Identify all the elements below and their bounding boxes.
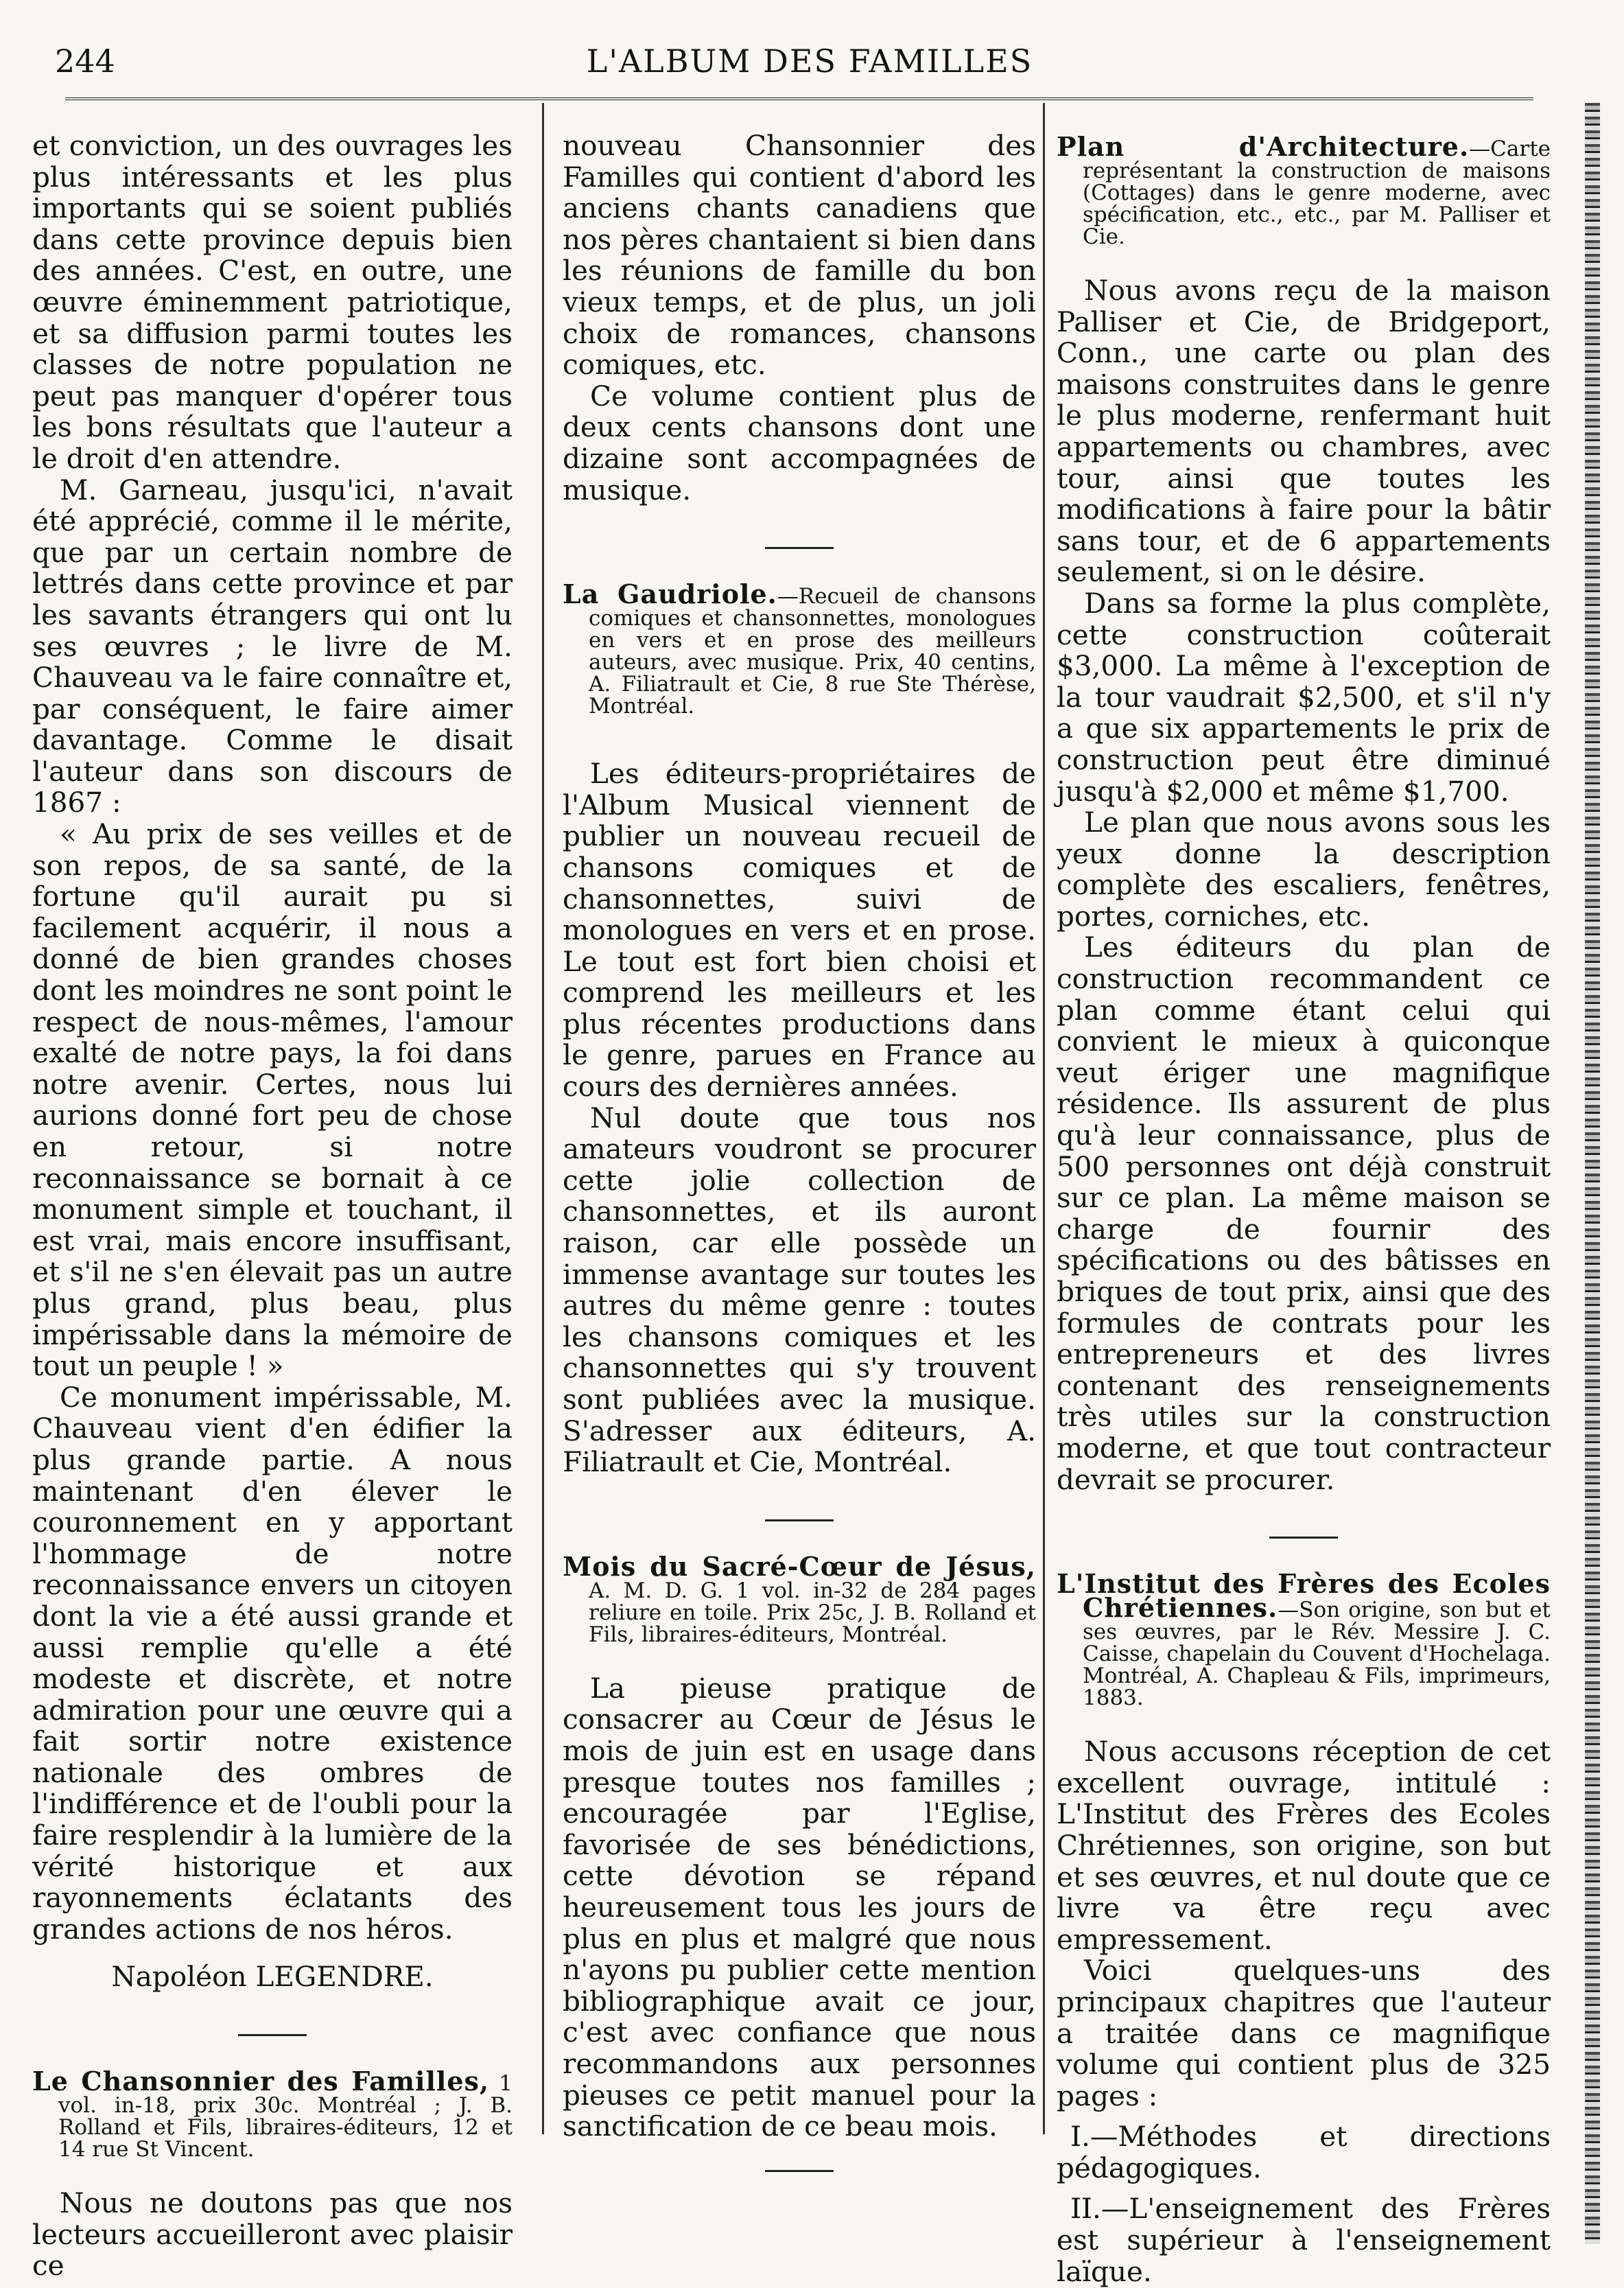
column-1	[32, 130, 513, 2282]
column-2	[563, 130, 1036, 2199]
book-notice	[32, 2066, 513, 2162]
paragraph: Nul doute que tous nos amateurs voudront se procurer cette jolie collection de chansonnettes, et ils auront raison, car elle possède un immense avantage sur toutes les autres du même genre : toutes les chansons comiques et les chansonnettes qui s'y trouvent sont publiées avec la musique. S'adresser aux éditeurs, A. Filiatrault et Cie, Montréal.	[563, 1101, 1036, 1479]
paragraph: Nous avons reçu de la maison Palliser et Cie, de Bridgeport, Conn., une carte ou plan des maisons construites dans le genre le plus moderne, renfermant huit appartements ou chambres, avec tour, ainsi que toutes les modifications à faire pour la bâtir sans tour, et de 6 appartements seulement, si on le désire.	[1057, 274, 1551, 589]
column-divider	[542, 103, 544, 2134]
notice-title: Le Chansonnier des Familles,	[32, 2066, 490, 2097]
paragraph: Ce volume contient plus de deux cents chansons dont une dizaine sont accompagnées de musique.	[563, 379, 1036, 506]
book-notice	[563, 1550, 1036, 1647]
notice-title: Plan d'Architecture.	[1057, 131, 1470, 162]
journal-title: L'ALBUM DES FAMILLES	[586, 43, 1033, 80]
paragraph: M. Garneau, jusqu'ici, n'avait été apprécié, comme il le mérite, que par un certain nombre de lettrés dans cette province et par les savants étrangers qui ont lu ses œuvres ; le livre de M. Chauveau va le faire connaître et, par conséquent, le faire aimer davantage. Comme le disait l'auteur dans son discours de 1867 :	[32, 473, 513, 819]
column-divider	[1043, 103, 1045, 2134]
book-notice	[1057, 131, 1551, 249]
column-3	[1057, 130, 1551, 2287]
notice-details: A. M. D. G. 1 vol. in-32 de 284 pages reliure en toile. Prix 25c, J. B. Rolland et Fils, libraires-éditeurs, Montréal.	[589, 1578, 1036, 1647]
chapter-list-item: I.—Méthodes et directions pédagogiques.	[1057, 2120, 1551, 2184]
book-notice	[563, 579, 1036, 719]
page-header	[55, 43, 1564, 91]
section-separator	[238, 2034, 307, 2036]
notice-title: La Gaudriole.	[563, 579, 777, 610]
notice-details: —Carte représentant la construction de maisons (Cottages) dans le genre moderne, avec spécification, etc., etc., par M. Palliser et Cie.	[1083, 137, 1551, 249]
paragraph: et conviction, un des ouvrages les plus intéressants et les plus importants qui se soient publiés dans cette province depuis bien des années. C'est, en outre, une œuvre éminemment patriotique, et sa diffusion parmi toutes les classes de notre population ne peut pas manquer d'opérer tous les bons résultats que l'auteur a le droit d'en attendre.	[32, 129, 513, 475]
section-separator	[765, 2170, 834, 2172]
paragraph: Dans sa forme la plus complète, cette construction coûterait $3,000. La même à l'exception de la tour vaudrait $2,500, et s'il n'y a que six appartements le prix de construction peut être diminué jusqu'à $2,000 et même $1,700.	[1057, 586, 1551, 808]
paragraph: Les éditeurs du plan de construction recommandent ce plan comme étant celui qui convient le mieux à quiconque veut ériger une magnifique résidence. Ils assurent de plus qu'à leur connaissance, plus de 500 personnes ont déjà construit sur ce plan. La même maison se charge de fournir des spécifications ou des bâtisses en briques de tout prix, ainsi que des formules de contrats pour les entrepreneurs et des livres contenant des renseignements très utiles sur la construction moderne, et que tout contracteur devrait se procurer.	[1057, 931, 1551, 1496]
notice-details: —Son origine, son but et ses œuvres, par le Rév. Messire J. C. Caisse, chapelain du Couvent d'Hochelaga. Montréal, A. Chapleau & Fils, imprimeurs, 1883.	[1083, 1598, 1551, 1711]
header-rule	[65, 97, 1533, 100]
section-separator	[765, 1519, 834, 1521]
notice-title: Mois du Sacré-Cœur de Jésus,	[563, 1550, 1036, 1582]
author-signature: Napoléon LEGENDRE.	[111, 1960, 434, 1994]
quotation: « Au prix de ses veilles et de son repos, de sa santé, de la fortune qu'il aurait pu si facilement acquérir, il nous a donné de bien grandes choses dont les moindres ne sont point le respect de nous-mêmes, l'amour exalté de notre pays, la foi dans notre avenir. Certes, nous lui aurions donné fort peu de chose en retour, si notre reconnaissance se bornait à ce monument simple et touchant, il est vrai, mais encore insuffisant, et s'il ne s'en élevait pas un autre plus grand, plus beau, plus impérissable dans la mémoire de tout un peuple ! »	[32, 817, 513, 1383]
notice-details: —Recueil de chansons comiques et chansonnettes, monologues en vers et en prose des meilleurs auteurs, avec musique. Prix, 40 centins, A. Filiatrault et Cie, 8 rue Ste Thérèse, Montréal.	[589, 584, 1036, 719]
paragraph: Le plan que nous avons sous les yeux donne la description complète des escaliers, fenêtres, portes, corniches, etc.	[1057, 806, 1551, 933]
paragraph: Les éditeurs-propriétaires de l'Album Musical viennent de publier un nouveau recueil de chansons comiques et de chansonnettes, suivi de monologues en vers et en prose. Le tout est fort bien choisi et comprend les meilleurs et les plus récentes productions dans le genre, parues en France au cours des dernières années.	[563, 757, 1036, 1104]
paragraph: Nous accusons réception de cet excellent ouvrage, intitulé : L'Institut des Frères des Ecoles Chrétiennes, son origine, son but et ses œuvres, et nul doute que ce livre va être reçu avec empressement.	[1057, 1735, 1551, 1956]
paragraph: La pieuse pratique de consacrer au Cœur de Jésus le mois de juin est en usage dans presque toutes nos familles ; encouragée par l'Eglise, favorisée de ses bénédictions, cette dévotion se répand heureusement tous les jours de plus en plus et malgré que nous n'ayons pu publier cette mention bibliographique avait ce jour, c'est avec confiance que nous recommandons aux personnes pieuses ce petit manuel pour la sanctification de ce beau mois.	[563, 1671, 1036, 2143]
notice-title: L'Institut des Frères des Ecoles Chrétiennes.	[1057, 1568, 1551, 1624]
page-number: 244	[55, 43, 115, 80]
section-separator	[1269, 1537, 1338, 1539]
notice-details: 1 vol. in-18, prix 30c. Montréal ; J. B. Rolland et Fils, libraires-éditeurs, 12 et 14 rue St Vincent.	[58, 2071, 513, 2162]
page-edge-scan-artifact	[1585, 103, 1600, 2244]
chapter-list-item: II.—L'enseignement des Frères est supérieur à l'enseignement laïque.	[1057, 2192, 1551, 2288]
paragraph: nouveau Chansonnier des Familles qui contient d'abord les anciens chants canadiens que nos pères chantaient si bien dans les réunions de famille du bon vieux temps, et de plus, un joli choix de romances, chansons comiques, etc.	[563, 129, 1036, 382]
paragraph: Nous ne doutons pas que nos lecteurs accueilleront avec plaisir ce	[32, 2186, 513, 2283]
paragraph: Ce monument impérissable, M. Chauveau vient d'en édifier la plus grande partie. A nous maintenant d'en élever le couronnement en y apportant l'hommage de notre reconnaissance envers un citoyen dont la vie a été aussi grande et aussi remplie qu'elle a été modeste et discrète, et notre admiration pour une œuvre qui a fait sortir notre existence nationale des ombres de l'indifférence et de l'oubli pour la faire resplendir à la lumière de la vérité historique et aux rayonnements éclatants des grandes actions de nos héros.	[32, 1380, 513, 1946]
book-notice	[1057, 1568, 1551, 1711]
section-separator	[765, 547, 834, 549]
paragraph: Voici quelques-uns des principaux chapitres que l'auteur a traitée dans ce magnifique volume qui contient plus de 325 pages :	[1057, 1954, 1551, 2112]
